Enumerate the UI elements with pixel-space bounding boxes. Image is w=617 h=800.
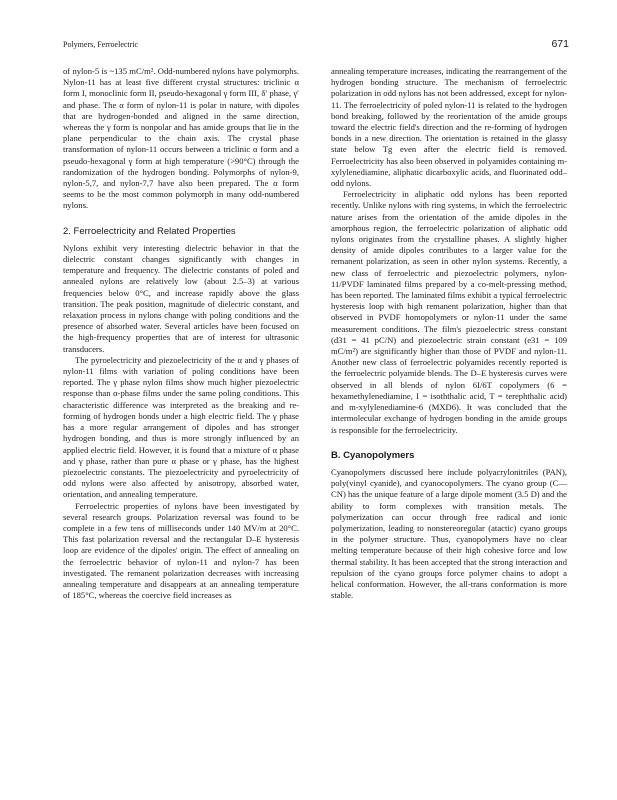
paragraph: Nylons exhibit very interesting dielectric behavior in that the dielectric constant changes significantly with changes in temperature and frequency. The dielectric constants of poled and annealed nylons are relatively low (about 2.5–3) at various frequencies below 0°C, and increase rapidly above the glass transition. The peak position, magnitude of dielectric constant, and relaxation process in nylons change with poling conditions and the presence of absorbed water. Several articles have been focused on the high-frequency properties that are of interest for ultrasonic transducers. <box>63 242 299 354</box>
paragraph: Ferroelectric properties of nylons have been investigated by several research groups. Polarization reversal was found to be complete in a few tens of milliseconds under 140 MV/m at 20°C. This fast polarization reversal and the rectangular D–E hysteresis loop are evidence of the dipoles' origin. The effect of annealing on the ferroelectric behavior of nylon-11 and nylon-7 has been investigated. The remanent polarization decreases with increasing annealing temperature and disappears at an annealing temperature of 185°C, whereas the coercive field increases as <box>63 500 299 601</box>
page-number: 671 <box>551 38 569 50</box>
paragraph: Cyanopolymers discussed here include polyacrylonitriles (PAN), poly(vinyl cyanide), and cyanocopolymers. The cyano group (C—CN) has the unique feature of a large dipole moment (3.5 D) and the ability to form complexes with transition metals. The polymerization can occur through free radical and ionic polymerization, leading to nonstereoregular (atactic) cyano groups in the polymer structure. Thus, cyanopolymers have no clear melting temperature because of their high cohesive force and low thermal stability. It has been accepted that the strong interaction and repulsion of the cyano groups force polymer chains to adopt a helical conformation. However, the all-trans conformation is more stable. <box>331 466 567 601</box>
section-heading: 2. Ferroelectricity and Related Properties <box>63 225 236 237</box>
right-column <box>331 66 567 601</box>
paragraph: Ferroelectricity in aliphatic odd nylons has been reported recently. Unlike nylons with ring systems, in which the ferroelectric nature arises from the orientation of the amide dipoles in the amorphous region, the ferroelectric polarization of aliphatic odd nylons originates from the crystalline phases. A slightly higher density of amide dipoles contributes to a larger value for the remanent polarization, as seen in other nylon systems. Recently, a new class of ferroelectric and piezoelectric polymers, nylon-11/PVDF laminated films prepared by a co-melt-pressing method, has been reported. The laminated films exhibit a typical ferroelectric hysteresis loop with high remanent polarization, higher than that observed in PVDF homopolymers or nylon-11 under the same measurement conditions. The film's piezoelectric stress constant (d31 = 41 pC/N) and piezoelectric strain constant (e31 = 109 mC/m²) are significantly higher than those of PVDF and nylon-11. Another new class of ferroelectric polyamides recently reported is the ferroelectric polyamide blends. The D–E hysteresis curves were observed in all blends of nylon 6I/6T copolymers (6 = hexamethylenediamine, I = isoththalic acid, T = terephthalic acid) and m-xylylenediamine-6 (MXD6). It was concluded that the intermolecular exchange of hydrogen bonding in the amide groups is responsible for the ferroelectricity. <box>331 189 567 435</box>
paragraph: The pyroelectricity and piezoelectricity of the α and γ phases of nylon-11 films with variation of poling conditions have been reported. The γ phase nylon films show much higher piezoelectric response than α-phase films under the same poling conditions. This characteristic difference was interpreted as the breaking and re-forming of hydrogen bonds under a high electric field. The γ phase has a more regular arrangement of dipoles and has stronger hydrogen bonding, and thus is more strongly influenced by an applied electric field. However, it is found that a mixture of α phase and γ phase, rather than pure α phase or γ phase, has the highest piezoelectric constants. The piezoelectricity and pyroelectricity of odd nylons were also affected by anisotropy, absorbed water, orientation, and annealing temperature. <box>63 354 299 500</box>
paragraph: annealing temperature increases, indicating the rearrangement of the hydrogen bonding structure. The mechanism of ferroelectric polarization in odd nylons has not been addressed, except for nylon-11. The ferroelectricity of poled nylon-11 is related to the hydrogen bond breaking, followed by the reorientation of the amide groups toward the electric field's direction and the re-forming of hydrogen bonds in a new direction. The orientation is retained in the glassy state below Tg even after the electric field is removed. Ferroelectricity has also been observed in polyamides containing m-xylylenediamine, aliphatic dicarboxylic acids, and fluorinated odd–odd nylons. <box>331 66 567 189</box>
running-header: Polymers, Ferroelectric <box>63 40 139 49</box>
paragraph: of nylon-5 is ~135 mC/m². Odd-numbered nylons have polymorphs. Nylon-11 has at least five different crystal structures: triclinic α form I, monoclinic form II, pseudo-hexagonal γ form III, δ′ phase, γ′ and phase. The α form of nylon-11 is polar in nature, with dipoles that are hydrogen-bonded and aligned in the same direction, whereas the γ form is nonpolar and has amide groups that lie in the plane perpendicular to the chain axis. The crystal phase transformation of nylon-11 occurs between a triclinic α form and a pseudo-hexagonal γ form at high temperature (>90°C) through the randomization of the hydrogen bonding. Polymorphs of nylon-9, nylon-5,7, and nylon-7,7 have also been prepared. The α form seems to be the most common polymorph in many odd-numbered nylons. <box>63 66 299 211</box>
section-heading: B. Cyanopolymers <box>331 449 415 461</box>
left-column <box>63 66 299 601</box>
